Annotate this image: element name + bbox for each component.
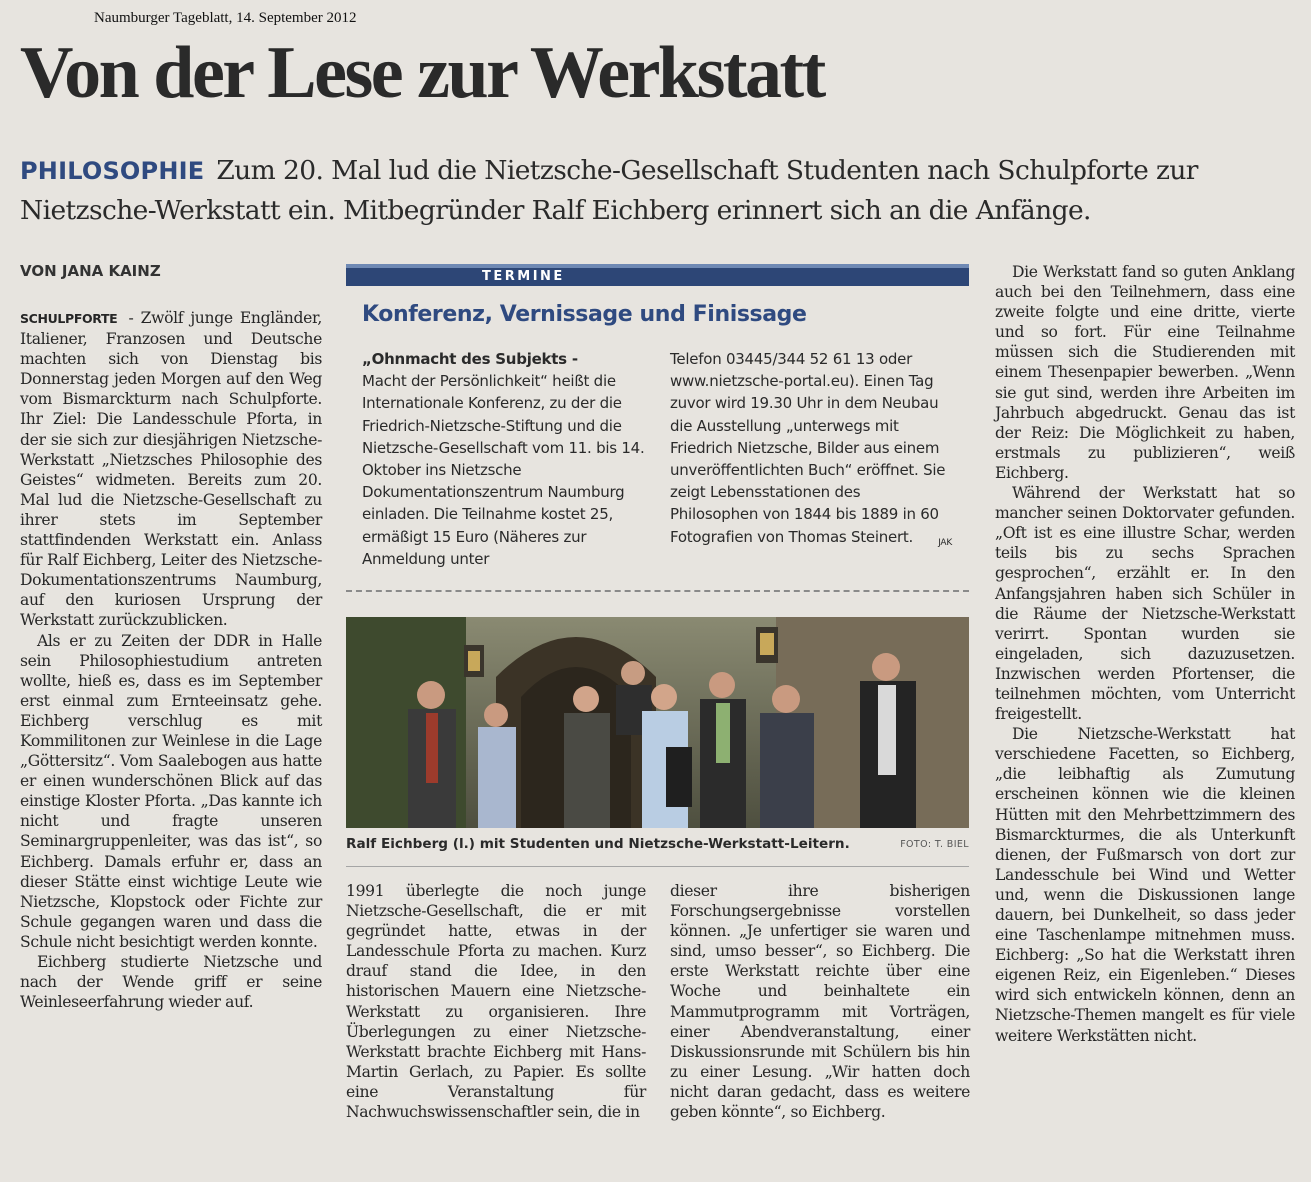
paragraph-text: - Zwölf junge Engländer, Italiener, Franzosen und Deutsche machten sich von Dienstag bis Donnerstag jeden Morgen auf den Weg vom Bismarckturm nach Schulpforte. Ihr Ziel: Die Landesschule Pforta, in der sie sich zur diesjährigen Nietzsche-Werkstatt „Nietzsches Philosophie des Geistes“ widmeten. Bereits zum 20. Mal lud die Nietzsche-Gesellschaft zu ihrer stets im September stattfindenden Werkstatt ein. Anlass für Ralf Eichberg, Leiter des Nietzsche-Dokumentationszentrums Naumburg, auf den kuriosen Ursprung der Werkstatt zurückzublicken. (20, 309, 322, 630)
caption-divider (346, 866, 969, 867)
paragraph (20, 308, 322, 631)
article-column-2 (346, 881, 646, 1122)
deck-kicker: PHILOSOPHIE (20, 157, 205, 185)
paragraph: Die Nietzsche-Werkstatt hat verschiedene Facetten, so Eichberg, „die leibhaftig als Zumutung erscheinen können wie die kleinen Hütten mit den Mehrbettzimmern des Bismarckturmes, die als Unterkunft dienen, der Fußmarsch von dort zur Landesschule bei Wind und Wetter und, wenn die Diskussionen lange dauern, bei Dunkelheit, so dass jeder eine Taschenlampe mitnehmen muss. Eichberg: „So hat die Werkstatt ihren eigenen Reiz, ein Eigenleben.“ Dieses wird sich entwickeln können, denn an Nietzsche-Themen mangelt es für viele weitere Werkstätten nicht. (995, 725, 1295, 1045)
termine-title: Konferenz, Vernissage und Finissage (362, 302, 807, 327)
group-photo (346, 617, 969, 828)
paragraph: Während der Werkstatt hat so mancher seinen Doktorvater gefunden. „Oft ist es eine illustre Schar, werden teils bis zu sechs Sprachen gesprochen“, erzählt er. In den Anfangsjahren haben sich Schüler in die Räume der Nietzsche-Werkstatt verirrt. Spontan wurden sie eingeladen, sich dazuzusetzen. Inzwischen werden Pfortenser, die teilnehmen möchten, vom Unterricht freigestellt. (995, 484, 1295, 724)
photo-credit: FOTO: T. BIEL (900, 839, 969, 850)
photo-caption (346, 836, 969, 852)
paragraph: 1991 überlegte die noch junge Nietzsche-Gesellschaft, die er mit gegründet hatte, etwas in der Landesschule Pforta zu machen. Kurz drauf stand die Idee, in den historischen Mauern eine Nietzsche-Werkstatt zu organisieren. Ihre Überlegungen zu einer Nietzsche-Werkstatt brachte Eichberg mit Hans-Martin Gerlach, zu Papier. Es sollte eine Veranstaltung für Nachwuchswissenschaftler sein, die in (346, 882, 646, 1122)
termine-lead: „Ohnmacht des Subjekts - (362, 350, 578, 368)
termine-bar (346, 264, 969, 286)
source-line: Naumburger Tageblatt, 14. September 2012 (94, 10, 357, 26)
article-column-3 (670, 881, 970, 1122)
termine-text-left: Macht der Persönlichkeit“ heißt die Internationale Konferenz, zu der die Friedrich-Nietzsche-Stiftung und die Nietzsche-Gesellschaft vom 11. bis 14. Oktober ins Nietzsche Dokumentationszentrum Naumburg einladen. Die Teilnahme kostet 25, ermäßigt 15 Euro (Näheres zur Anmeldung unter (362, 372, 645, 568)
byline: VON JANA KAINZ (20, 262, 161, 280)
paragraph: dieser ihre bisherigen Forschungsergebnisse vorstellen können. „Je unfertiger sie waren und sind, umso besser“, so Eichberg. Die erste Werkstatt reichte über eine Woche und beinhaltete ein Mammutprogramm mit Vorträgen, einer Abendveranstaltung, einer Diskussionsrunde mit Schülern bis hin zu einer Lesung. „Wir hatten doch nicht daran gedacht, dass es weitere geben könnte“, so Eichberg. (670, 882, 970, 1122)
termine-initials: JAK (938, 537, 952, 548)
termine-column-right (670, 348, 952, 554)
caption-text: Ralf Eichberg (l.) mit Studenten und Nietzsche-Werkstatt-Leitern. (346, 836, 850, 852)
article-column-4 (995, 262, 1295, 1046)
paragraph: Eichberg studierte Nietzsche und nach der Wende griff er seine Weinleseerfahrung wieder auf. (20, 953, 322, 1012)
group-photo-illustration (346, 617, 969, 828)
paragraph: Als er zu Zeiten der DDR in Halle sein Philosophiestudium antreten wollte, hieß es, dass es im September erst einmal zum Ernteeinsatz gehe. Eichberg verschlug es mit Kommilitonen zur Weinlese in die Lage „Göttersitz“. Vom Saalebogen aus hatte er einen wunderschönen Blick auf das einstige Kloster Pforta. „Das kannte ich nicht und fragte unseren Seminargruppenleiter, was das ist“, so Eichberg. Damals erfuhr er, dass an dieser Stätte einst wichtige Leute wie Nietzsche, Klopstock oder Fichte zur Schule gegangen waren und dass die Schule nicht besichtigt werden konnte. (20, 631, 322, 951)
deck (20, 151, 1310, 231)
paragraph: Die Werkstatt fand so guten Anklang auch bei den Teilnehmern, dass eine zweite folgte und eine dritte, vierte und so fort. Für eine Teilnahme müssen sich die Studierenden mit einem Thesenpapier bewerben. „Wenn sie gut sind, werden ihre Arbeiten im Jahrbuch abgedruckt. Genau das ist der Reiz: Die Möglichkeit zu haben, erstmals zu publizieren“, weiß Eichberg. (995, 263, 1295, 482)
termine-column-left (362, 348, 650, 570)
termine-text-right: Telefon 03445/344 52 61 13 oder www.nietzsche-portal.eu). Einen Tag zuvor wird 19.30 Uhr in dem Neubau die Ausstellung „unterwegs mit Friedrich Nietzsche, Bilder aus einem unveröffentlichten Buch“ eröffnet. Sie zeigt Lebensstationen des Philosophen von 1844 bis 1889 in 60 Fotografien von Thomas Steinert. (670, 350, 946, 546)
termine-label: TERMINE (482, 269, 565, 284)
dateline: SCHULPFORTE (20, 311, 118, 326)
deck-text: Zum 20. Mal lud die Nietzsche-Gesellschaft Studenten nach Schulpforte zur Nietzsche-Werkstatt ein. Mitbegründer Ralf Eichberg erinnert sich an die Anfänge. (20, 155, 1198, 226)
headline: Von der Lese zur Werkstatt (20, 32, 824, 114)
dashed-divider (346, 590, 969, 592)
article-column-1 (20, 308, 322, 1012)
